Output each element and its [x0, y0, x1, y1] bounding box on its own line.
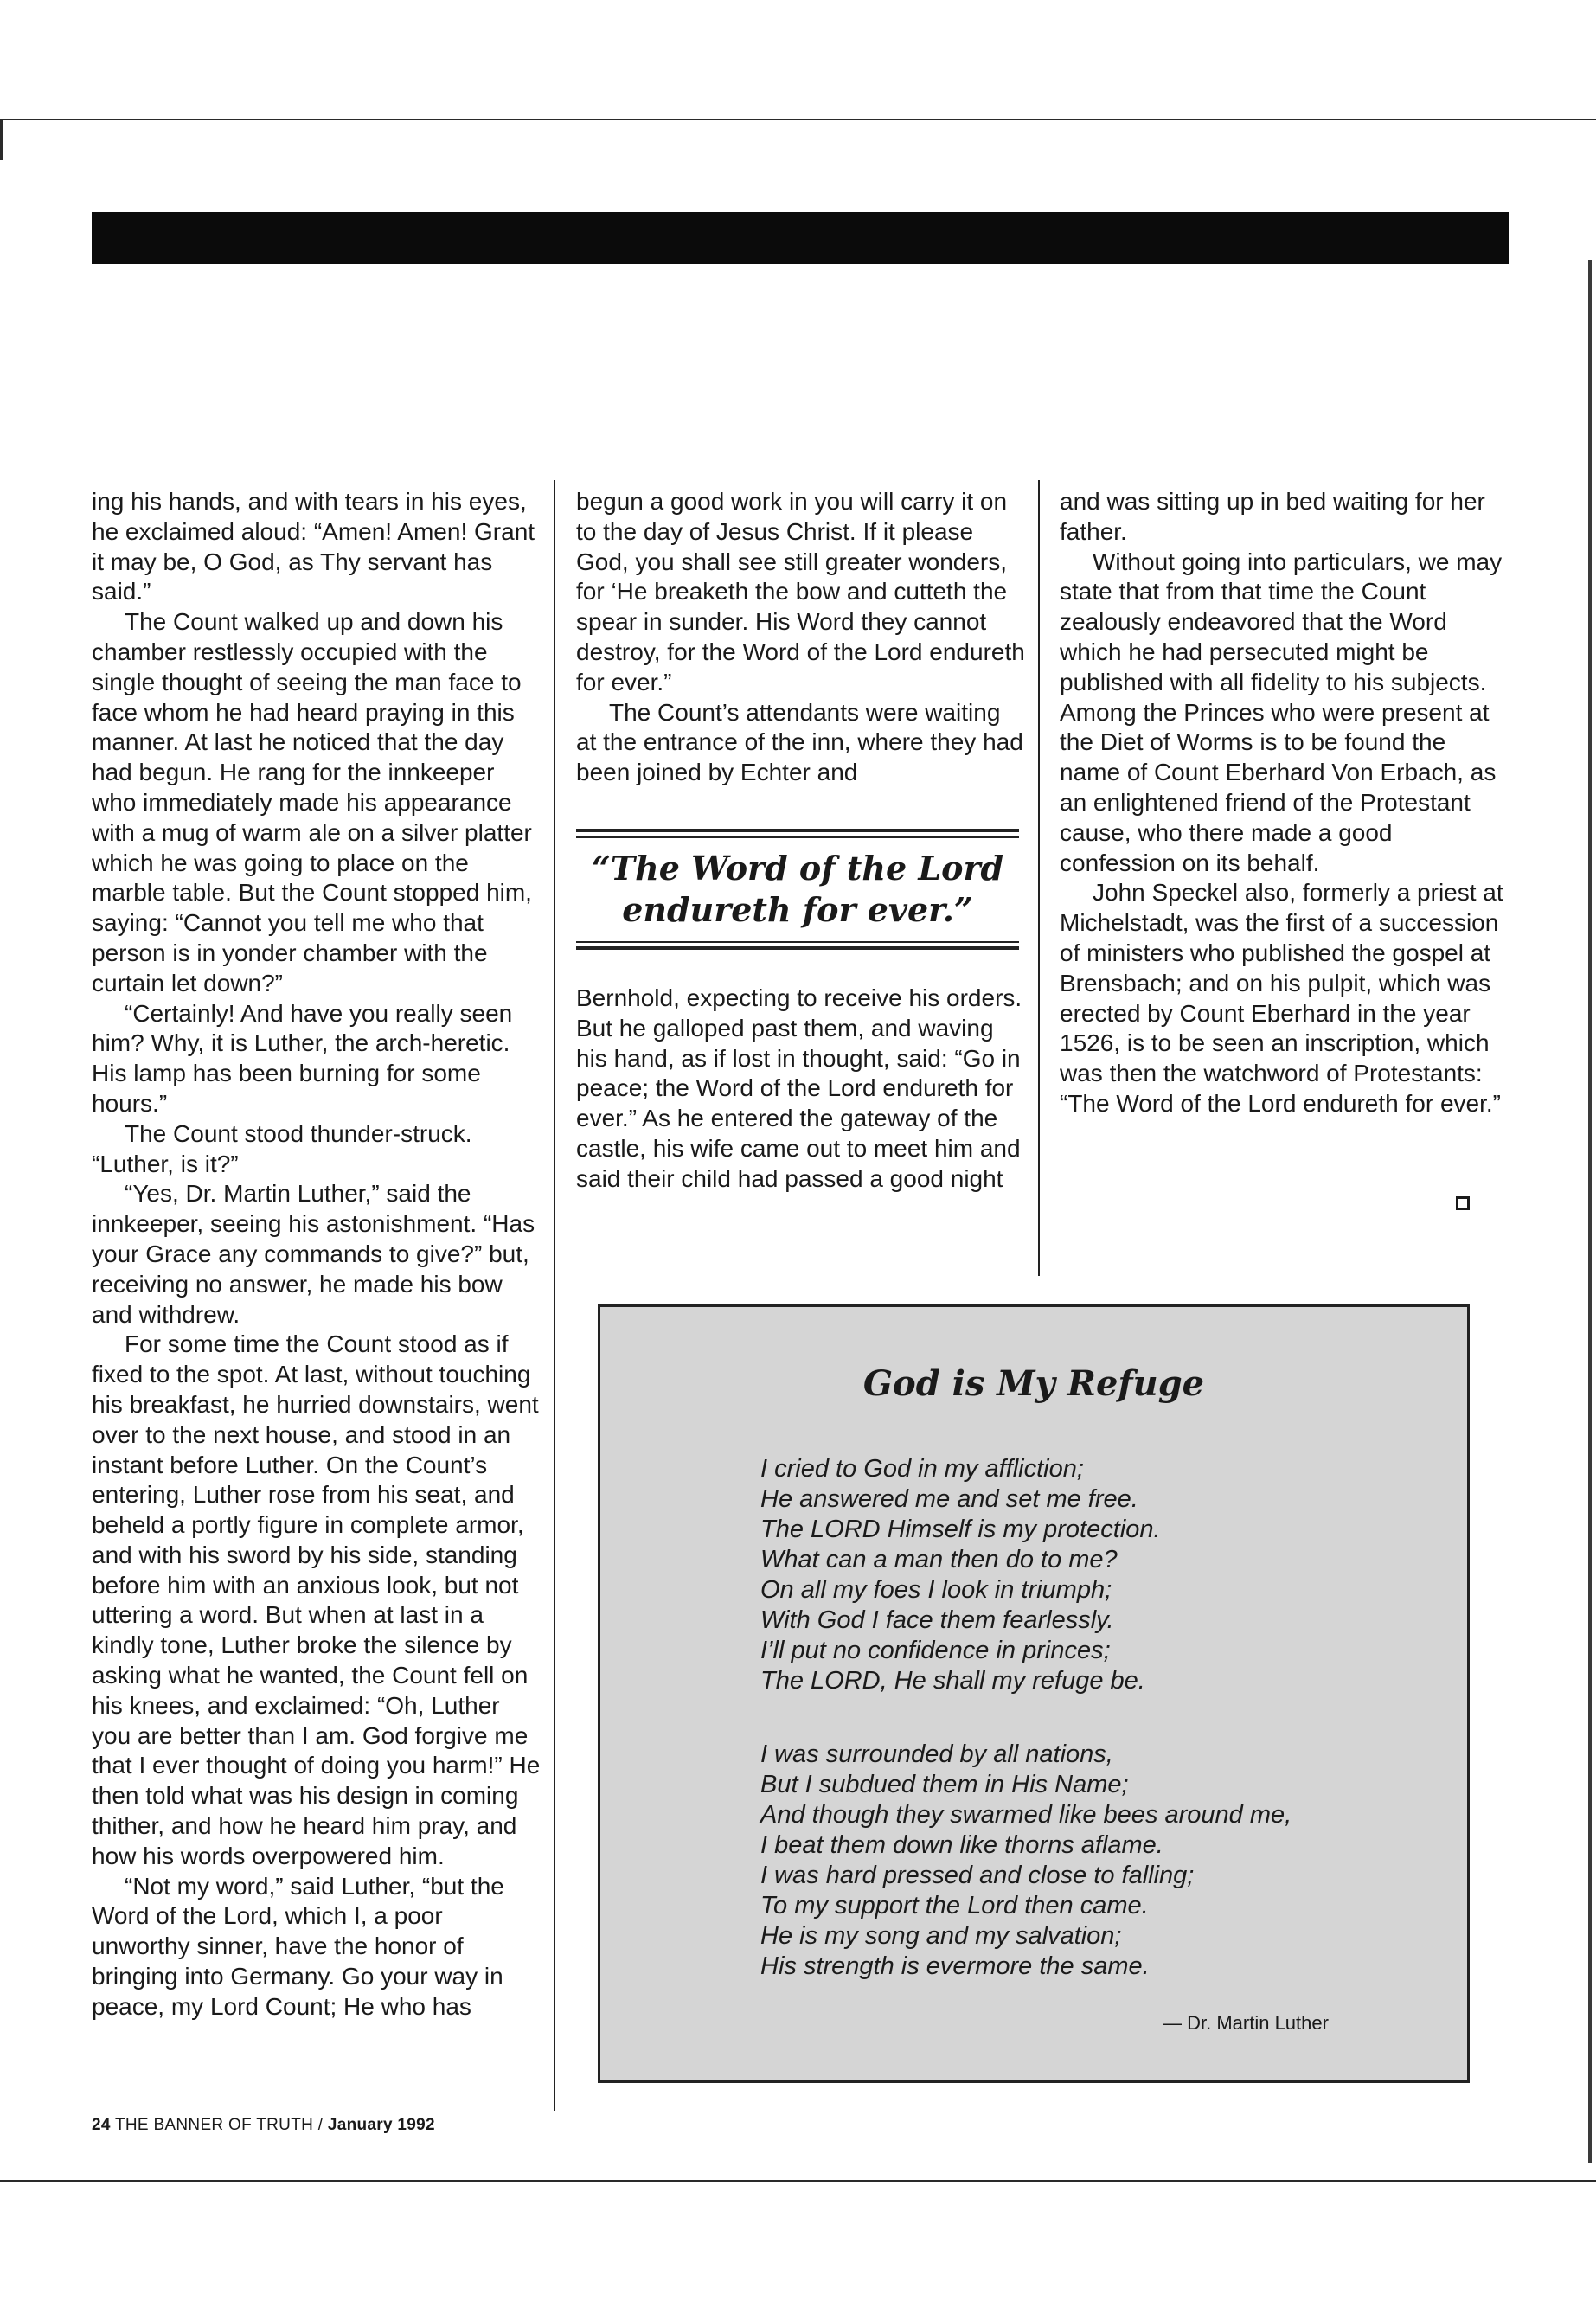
poem-line: To my support the Lord then came. [760, 1892, 1149, 1920]
poem-line: But I subdued them in His Name; [760, 1771, 1129, 1798]
poem-line: He is my song and my salvation; [760, 1922, 1122, 1950]
poem-line: On all my foes I look in triumph; [760, 1576, 1112, 1604]
poem-line: The LORD, He shall my refuge be. [760, 1667, 1145, 1695]
poem-box [598, 1304, 1470, 2083]
poem-title: God is My Refuge [862, 1363, 1205, 1404]
paragraph: For some time the Count stood as if fixed to the spot. At last, without touching his breakfast, he hurried downstairs, went over to the next house, and stood in an instant before Luther. On the Count’s entering, Luther rose from his seat, and beheld a portly figure in complete armor, and with his sword by his side, standing before him with an anxious look, but not uttering a word. But when at last in a kindly tone, Luther broke the silence by asking what he wanted, the Count fell on his knees, and exclaimed: “Oh, Luther you are better than I am. God forgive me that I ever thought of doing you harm!” He then told what was his design in coming thither, and how he heard him pray, and how his words overpowered him. [92, 1330, 541, 1869]
pullquote-line-2: endureth for ever.” [622, 890, 973, 929]
article-column-2 [576, 487, 1026, 788]
pullquote-rule-top-thin [576, 836, 1019, 838]
paragraph: John Speckel also, formerly a priest at Michelstadt, was the first of a succession of ministers who published the gospel at Brensbach; and on his pulpit, which was erected by Count Eberhard in the year 1526, is to be seen an inscription, which was then the watchword of Protestants: “The Word of the Lord endureth for ever.” [1060, 879, 1503, 1117]
poem-line: I beat them down like thorns aflame. [760, 1831, 1163, 1859]
paragraph: ing his hands, and with tears in his eyes, he exclaimed aloud: “Amen! Amen! Grant it may be, O God, as Thy servant has said.” [92, 488, 535, 606]
header-banner-bar [92, 212, 1509, 264]
pullquote-rule-top [576, 829, 1019, 832]
paragraph: “Yes, Dr. Martin Luther,” said the innkeeper, seeing his astonishment. “Has your Grace any commands to give?” but, receiving no answer, he made his bow and withdrew. [92, 1180, 535, 1328]
article-column-2-continued [576, 984, 1026, 1195]
bottom-border-line [0, 2180, 1596, 2182]
paragraph: “Certainly! And have you really seen him? Why, it is Luther, the arch-heretic. His lamp has been burning for some hours.” [92, 999, 513, 1117]
paragraph: The Count’s attendants were waiting at the entrance of the inn, where they had been joined by Echter and [576, 698, 1023, 786]
column-divider-1 [554, 480, 555, 2111]
poem-line: What can a man then do to me? [760, 1546, 1118, 1574]
pullquote-rule-bottom [576, 946, 1019, 950]
poem-line: And though they swarmed like bees around me, [760, 1801, 1292, 1829]
paragraph: The Count walked up and down his chamber restlessly occupied with the single thought of seeing the man face to face whom he had heard praying in this manner. At last he noticed that the day had begun. He rang for the innkeeper who immediately made his appearance with a mug of warm ale on a silver platter which he was going to place on the marble table. But the Count stopped him, saying: “Cannot you tell me who that person is in yonder chamber with the curtain let down?” [92, 608, 532, 997]
article-column-3 [1060, 487, 1509, 1119]
pullquote [576, 848, 1019, 931]
end-of-article-square-icon [1456, 1196, 1470, 1210]
pullquote-line-1: “The Word of the Lord [591, 849, 1004, 888]
poem-line: His strength is evermore the same. [760, 1952, 1150, 1980]
poem-stanza-2 [760, 1740, 1292, 1982]
paragraph: begun a good work in you will carry it on to the day of Jesus Christ. If it please God, you shall see still greater wonders, for ‘He breaketh the bow and cutteth the spear in sunder. His Word they cannot destroy, for the Word of the Lord endureth for ever.” [576, 488, 1025, 695]
paragraph: and was sitting up in bed waiting for her father. [1060, 488, 1485, 545]
right-page-edge [1588, 260, 1592, 2163]
left-edge-mark [0, 119, 3, 160]
poem-attribution: — Dr. Martin Luther [1163, 2012, 1329, 2034]
poem-line: With God I face them fearlessly. [760, 1606, 1114, 1634]
poem-line: I was hard pressed and close to falling; [760, 1862, 1195, 1889]
issue-date: January 1992 [327, 2116, 435, 2134]
article-column-1 [92, 487, 542, 2022]
top-border-line [0, 119, 1596, 120]
publication-name: THE BANNER OF TRUTH / [114, 2116, 324, 2134]
poem-stanza-1 [760, 1454, 1161, 1696]
poem-line: I’ll put no confidence in princes; [760, 1637, 1111, 1664]
paragraph: “Not my word,” said Luther, “but the Word of the Lord, which I, a poor unworthy sinner, have the honor of bringing into Germany. Go your way in peace, my Lord Count; He who has [92, 1872, 504, 2020]
poem-line: I was surrounded by all nations, [760, 1740, 1113, 1768]
poem-line: The LORD Himself is my protection. [760, 1516, 1161, 1543]
poem-line: He answered me and set me free. [760, 1485, 1138, 1513]
paragraph: Without going into particulars, we may state that from that time the Count zealously endeavored that the Word which he had persecuted might be published with all fidelity to his subjects. Among the Princes who were present at the Diet of Worms is to be found the name of Count Eberhard Von Erbach, as an enlightened friend of the Protestant cause, who there made a good confession on its behalf. [1060, 548, 1503, 876]
page-footer [92, 2116, 435, 2135]
poem-line: I cried to God in my affliction; [760, 1455, 1084, 1483]
paragraph: The Count stood thunder-struck. “Luther, is it?” [92, 1119, 472, 1177]
column-divider-2 [1038, 480, 1040, 1276]
paragraph: Bernhold, expecting to receive his orders. But he galloped past them, and waving his hand, as if lost in thought, said: “Go in peace; the Word of the Lord endureth for ever.” As he entered the gateway of the castle, his wife came out to meet him and said their child had passed a good night [576, 984, 1022, 1192]
page-number: 24 [92, 2116, 111, 2134]
pullquote-rule-bottom-thin [576, 941, 1019, 943]
